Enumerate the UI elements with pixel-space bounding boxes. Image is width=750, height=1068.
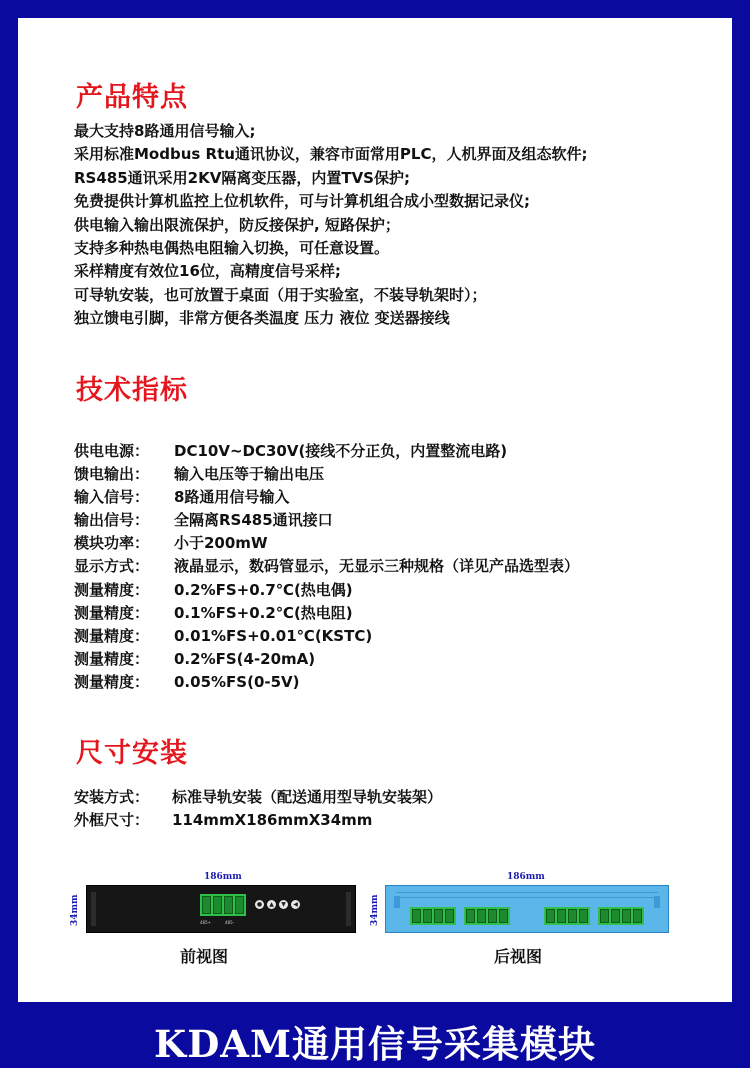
spec-label: 测量精度： xyxy=(74,580,150,599)
specs-list xyxy=(74,440,579,694)
front-height-label: 34mm xyxy=(70,894,80,926)
front-view-drawing xyxy=(86,885,356,933)
features-list xyxy=(74,120,588,331)
feature-item: 免费提供计算机监控上位机软件，可与计算机组合成小型数据记录仪; xyxy=(74,192,531,211)
feature-item: 支持多种热电偶热电阻输入切换，可任意设置。 xyxy=(74,238,390,257)
spec-row xyxy=(74,463,579,486)
terminal-block xyxy=(544,907,590,925)
back-width-label: 186mm xyxy=(507,872,545,882)
install-list xyxy=(74,786,442,832)
back-view-drawing xyxy=(385,885,669,933)
spec-value: 小于200mW xyxy=(174,534,268,553)
feature-item: 供电输入输出限流保护，防反接保护, 短路保护； xyxy=(74,215,400,234)
spec-value: 液晶显示，数码管显示，无显示三种规格（详见产品选型表） xyxy=(174,557,580,576)
terminal-block xyxy=(200,894,246,916)
back-view-caption: 后视图 xyxy=(494,947,543,966)
spec-label: 馈电输出： xyxy=(74,465,150,484)
install-heading: 尺寸安装 xyxy=(76,738,188,769)
spec-row xyxy=(74,648,579,671)
install-row xyxy=(74,809,442,832)
spec-value: 输入电压等于输出电压 xyxy=(174,465,325,484)
install-label: 外框尺寸： xyxy=(74,811,150,830)
spec-label: 测量精度： xyxy=(74,603,150,622)
panel-button-icon: ● xyxy=(256,900,263,908)
spec-label: 输入信号： xyxy=(74,488,150,507)
feature-item: 最大支持8路通用信号输入; xyxy=(74,122,256,140)
spec-row xyxy=(74,579,579,602)
features-heading: 产品特点 xyxy=(76,82,188,113)
feature-item: 采样精度有效位16位，高精度信号采样; xyxy=(74,262,341,281)
spec-value: 8路通用信号输入 xyxy=(174,488,290,507)
install-value: 114mmX186mmX34mm xyxy=(172,811,373,830)
feature-item: 可导轨安装，也可放置于桌面（用于实验室，不装导轨架时）； xyxy=(74,285,487,304)
front-width-label: 186mm xyxy=(204,872,242,882)
terminal-label: 485+ xyxy=(200,920,211,925)
spec-row xyxy=(74,555,579,578)
spec-value: 0.2%FS(4-20mA) xyxy=(174,649,316,668)
feature-item: 采用标准Modbus Rtu通讯协议，兼容市面常用PLC，人机界面及组态软件; xyxy=(74,145,588,164)
spec-row xyxy=(74,486,579,509)
spec-row xyxy=(74,532,579,555)
spec-value: DC10V~DC30V(接线不分正负，内置整流电路) xyxy=(174,442,508,460)
install-label: 安装方式： xyxy=(74,788,150,806)
terminal-label: 485- xyxy=(225,920,235,925)
spec-row xyxy=(74,671,579,694)
product-title: KDAM通用信号采集模块 xyxy=(154,1022,596,1066)
spec-label: 供电电源： xyxy=(74,442,150,460)
rail-edge xyxy=(346,892,351,926)
back-height-label: 34mm xyxy=(370,894,380,926)
rail-notch xyxy=(394,896,400,908)
spec-value: 0.1%FS+0.2℃(热电阻) xyxy=(174,603,353,622)
spec-row xyxy=(74,509,579,532)
panel-button-icon: ▼ xyxy=(279,900,288,909)
front-view-caption: 前视图 xyxy=(180,947,229,966)
install-row xyxy=(74,786,442,809)
terminal-block xyxy=(598,907,644,925)
terminal-block xyxy=(410,907,456,925)
terminal-block xyxy=(464,907,510,925)
rail-edge xyxy=(396,892,658,898)
button-row xyxy=(255,900,300,909)
rail-edge xyxy=(91,892,96,926)
feature-item: RS485通讯采用2KV隔离变压器，内置TVS保护; xyxy=(74,168,410,187)
spec-label: 测量精度： xyxy=(74,672,150,691)
rail-notch xyxy=(654,896,660,908)
panel-button-icon: ◀ xyxy=(291,900,300,909)
spec-row xyxy=(74,440,579,463)
spec-label: 测量精度： xyxy=(74,626,150,645)
spec-value: 0.01%FS+0.01℃(KSTC) xyxy=(174,626,373,645)
spec-row xyxy=(74,602,579,625)
spec-label: 显示方式： xyxy=(74,557,150,576)
spec-value: 0.2%FS+0.7℃(热电偶) xyxy=(174,580,353,599)
spec-value: 全隔离RS485通讯接口 xyxy=(174,511,333,530)
spec-label: 测量精度： xyxy=(74,649,150,668)
spec-label: 输出信号： xyxy=(74,511,150,530)
spec-row xyxy=(74,625,579,648)
specs-heading: 技术指标 xyxy=(76,375,188,406)
panel-button-icon: ▲ xyxy=(267,900,276,909)
spec-value: 0.05%FS(0-5V) xyxy=(174,672,300,691)
install-value: 标准导轨安装（配送通用型导轨安装架） xyxy=(172,788,443,806)
feature-item: 独立馈电引脚，非常方便各类温度 压力 液位 变送器接线 xyxy=(74,309,450,328)
spec-label: 模块功率： xyxy=(74,534,150,553)
